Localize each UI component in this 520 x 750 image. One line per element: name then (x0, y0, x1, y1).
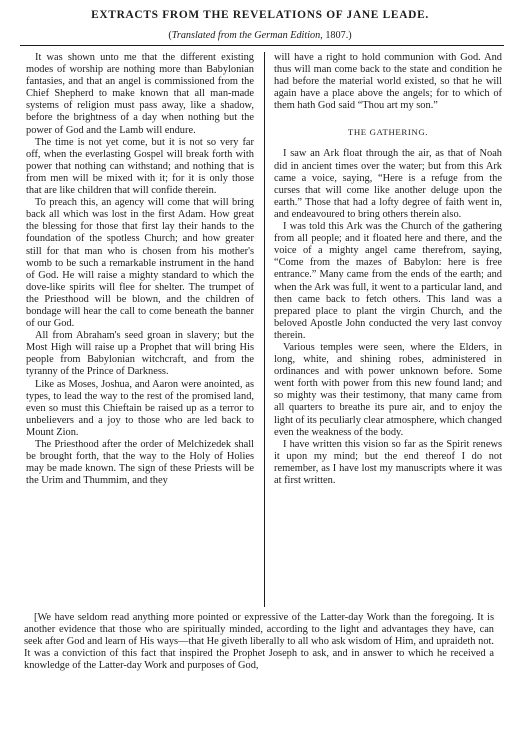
right-paragraph-2: I was told this Ark was the Church of the gathering from all people; and it floated here and there, and the voice of a mighty angel came therefrom, saying, “Come from the mazes of Babylon: here is free entrance.” Many came from the ends of the earth; and when the Ark was full, it went to a particular land, and then came back to fetch others. This land was a prepared place to plant the virgin Church, and the beloved Apostle John conducted the very last convoy therein. (274, 221, 502, 341)
left-paragraph-5: Like as Moses, Joshua, and Aaron were anointed, as types, to lead the way to the rest of the promised land, even so must this Chieftain be raised up as a terror to unbelievers and a joy to those who are led back to Mount Zion. (26, 378, 254, 438)
right-paragraph-4: I have written this vision so far as the Spirit renews it upon my mind; but the end thereof I do not remember, as I have lost my manuscripts where it was at first written. (274, 438, 502, 486)
page-title: EXTRACTS FROM THE REVELATIONS OF JANE LEADE. (91, 9, 429, 21)
subtitle-open: ( (168, 30, 172, 41)
right-paragraph-3: Various temples were seen, where the Elders, in long, white, and shining robes, administered in ordinances and with power unknown before. Some went forth with power from this new found land; and so mighty was their testimony, that many came from all quarters to breathe its pure air, and to enjoy the light of its peculiarly clear atmosphere, which changed even the weakness of the body. (274, 341, 502, 438)
column-divider (264, 52, 265, 607)
header-rule (20, 45, 504, 46)
section-heading: THE GATHERING. (347, 127, 429, 138)
editorial-note-text: [We have seldom read anything more pointed or expressive of the Latter-day Work than the foregoing. It is another evidence that those who are spiritually minded, according to the light and advantages they have, can seek after God and learn of His ways—that He giveth liberally to all who ask wisdom of Him, and upraideth not. It was a conviction of this fact that inspired the Prophet Joseph to ask, and in answer to which he received a knowledge of the Latter-day Work and purposes of God, (24, 612, 494, 672)
subtitle-rest: , 1807.) (320, 30, 352, 41)
editorial-note (24, 612, 494, 672)
left-paragraph-1: It was shown unto me that the different existing modes of worship are nothing more than Babylonian fantasies, and that an angel is commissioned from the Chief Shepherd to make known that all man-made systems of religion must pass away, like a shadow, before the brightness of a day when nothing but the power of God and the Lamb will endure. (26, 52, 254, 136)
left-column (26, 52, 254, 487)
left-paragraph-3: To preach this, an agency will come that will bring back all which was lost in the first Adam. How great the blessing for those that first lay their hands to the foundation of the spotless Church; and how greater still for that man who is chosen from his mother's womb to be such a remarkable instrument in the hand of God. He will raise a mighty standard to which the dove-like spirits will flee for shelter. The trumpet of the Priesthood will be blown, and the children of bondage will hear the call to come beneath the banner of our God. (26, 197, 254, 330)
right-column (274, 52, 502, 487)
right-paragraph-1: I saw an Ark float through the air, as that of Noah did in ancient times over the water; but from this Ark came a voice, saying, “Here is a refuge from the curses that will come like another deluge upon the earth.” Those that had a lofty degree of faith went in, and endeavoured to bring others therein also. (274, 148, 502, 220)
two-column-body (26, 52, 506, 609)
left-paragraph-4: All from Abraham's seed groan in slavery; but the Most High will raise up a Prophet that will bring His people from Babylonian witchcraft, and from the tyranny of the Prince of Darkness. (26, 330, 254, 378)
subtitle-italic: Translated from the German Edition (171, 30, 321, 41)
left-paragraph-6: The Priesthood after the order of Melchizedek shall be brought forth, that the way to the Holy of Holies may be made known. The sign of these Priests will be the Urim and Thummim, and they (26, 439, 254, 487)
right-continuation: will have a right to hold communion with God. And thus will man come back to the state and condition he had before the material world existed, so that he will again have a place above the angels; for to which of them hath God said “Thou art my son.” (274, 52, 502, 112)
left-paragraph-2: The time is not yet come, but it is not so very far off, when the everlasting Gospel will break forth with power that nothing can withstand; and nothing that is from men will be mixed with it; for it is only those that are like children that will confide therein. (26, 136, 254, 197)
page-subtitle (14, 29, 506, 42)
